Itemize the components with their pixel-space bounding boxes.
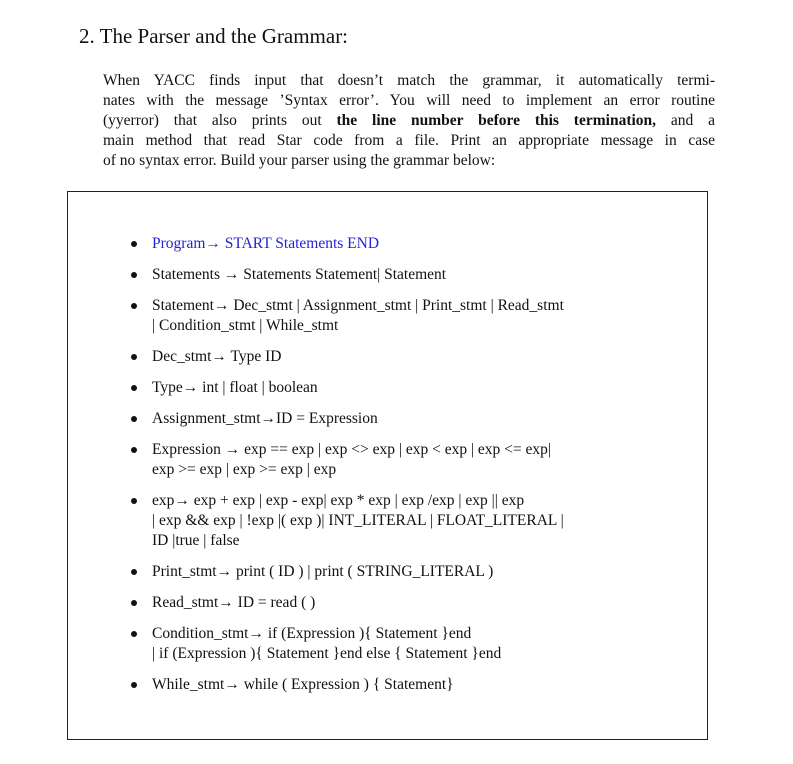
grammar-rule-line: Read_stmt→ ID = read ( ) [152, 594, 316, 611]
grammar-rule [128, 440, 688, 480]
grammar-rule-line: Program→ START Statements END [152, 235, 380, 252]
section-heading: 2. The Parser and the Grammar: [79, 24, 349, 48]
grammar-rule [128, 265, 688, 285]
bullet-icon [131, 272, 137, 278]
intro-line: When YACC finds input that doesn’t match the grammar, it automatically termi- [103, 72, 715, 89]
grammar-rule [128, 624, 688, 664]
grammar-rule-line: Assignment_stmt→ID = Expression [152, 410, 378, 427]
grammar-rule [128, 491, 688, 551]
grammar-rule-line: exp >= exp | exp >= exp | exp [152, 461, 337, 478]
intro-line: (yyerror) that also prints out the line number before this termination, and a [103, 112, 715, 129]
grammar-rule [128, 562, 688, 582]
bullet-icon [131, 303, 137, 309]
bullet-icon [131, 600, 137, 606]
grammar-rule-line: | if (Expression ){ Statement }end else { Statement }end [152, 645, 502, 662]
bullet-icon [131, 354, 137, 360]
grammar-rule-line: Expression → exp == exp | exp <> exp | exp < exp | exp <= exp| [152, 441, 552, 458]
grammar-rule-line: | Condition_stmt | While_stmt [152, 317, 339, 334]
grammar-rule-line: exp→ exp + exp | exp - exp| exp * exp | exp /exp | exp || exp [152, 492, 525, 509]
grammar-rule-line: Print_stmt→ print ( ID ) | print ( STRING_LITERAL ) [152, 563, 494, 580]
grammar-rule-line: Statements → Statements Statement| Statement [152, 266, 447, 283]
intro-line: nates with the message ’Syntax error’. You will need to implement an error routine [103, 92, 715, 109]
grammar-rule-line: Type→ int | float | boolean [152, 379, 318, 396]
grammar-rule-line: Condition_stmt→ if (Expression ){ Statement }end [152, 625, 472, 642]
intro-line: of no syntax error. Build your parser using the grammar below: [103, 152, 496, 169]
grammar-rule [128, 296, 688, 336]
grammar-rule [128, 675, 688, 695]
grammar-rule [128, 593, 688, 613]
grammar-rule-line: ID |true | false [152, 532, 240, 549]
emphasis-text: the line number before this termination, [336, 112, 657, 129]
grammar-box [67, 191, 708, 740]
bullet-icon [131, 631, 137, 637]
intro-paragraph [103, 71, 715, 171]
grammar-rule [128, 234, 688, 254]
grammar-rule [128, 409, 688, 429]
bullet-icon [131, 385, 137, 391]
grammar-rule [128, 378, 688, 398]
grammar-rule-line: Statement→ Dec_stmt | Assignment_stmt | Print_stmt | Read_stmt [152, 297, 564, 314]
intro-line: main method that read Star code from a file. Print an appropriate message in case [103, 132, 715, 149]
grammar-rule-line: | exp && exp | !exp |( exp )| INT_LITERAL | FLOAT_LITERAL | [152, 512, 564, 529]
bullet-icon [131, 498, 137, 504]
bullet-icon [131, 682, 137, 688]
bullet-icon [131, 569, 137, 575]
bullet-icon [131, 416, 137, 422]
bullet-icon [131, 447, 137, 453]
grammar-rule [128, 347, 688, 367]
grammar-rule-line: While_stmt→ while ( Expression ) { Statement} [152, 676, 454, 693]
grammar-rule-list [128, 234, 688, 706]
grammar-rule-line: Dec_stmt→ Type ID [152, 348, 282, 365]
bullet-icon [131, 241, 137, 247]
